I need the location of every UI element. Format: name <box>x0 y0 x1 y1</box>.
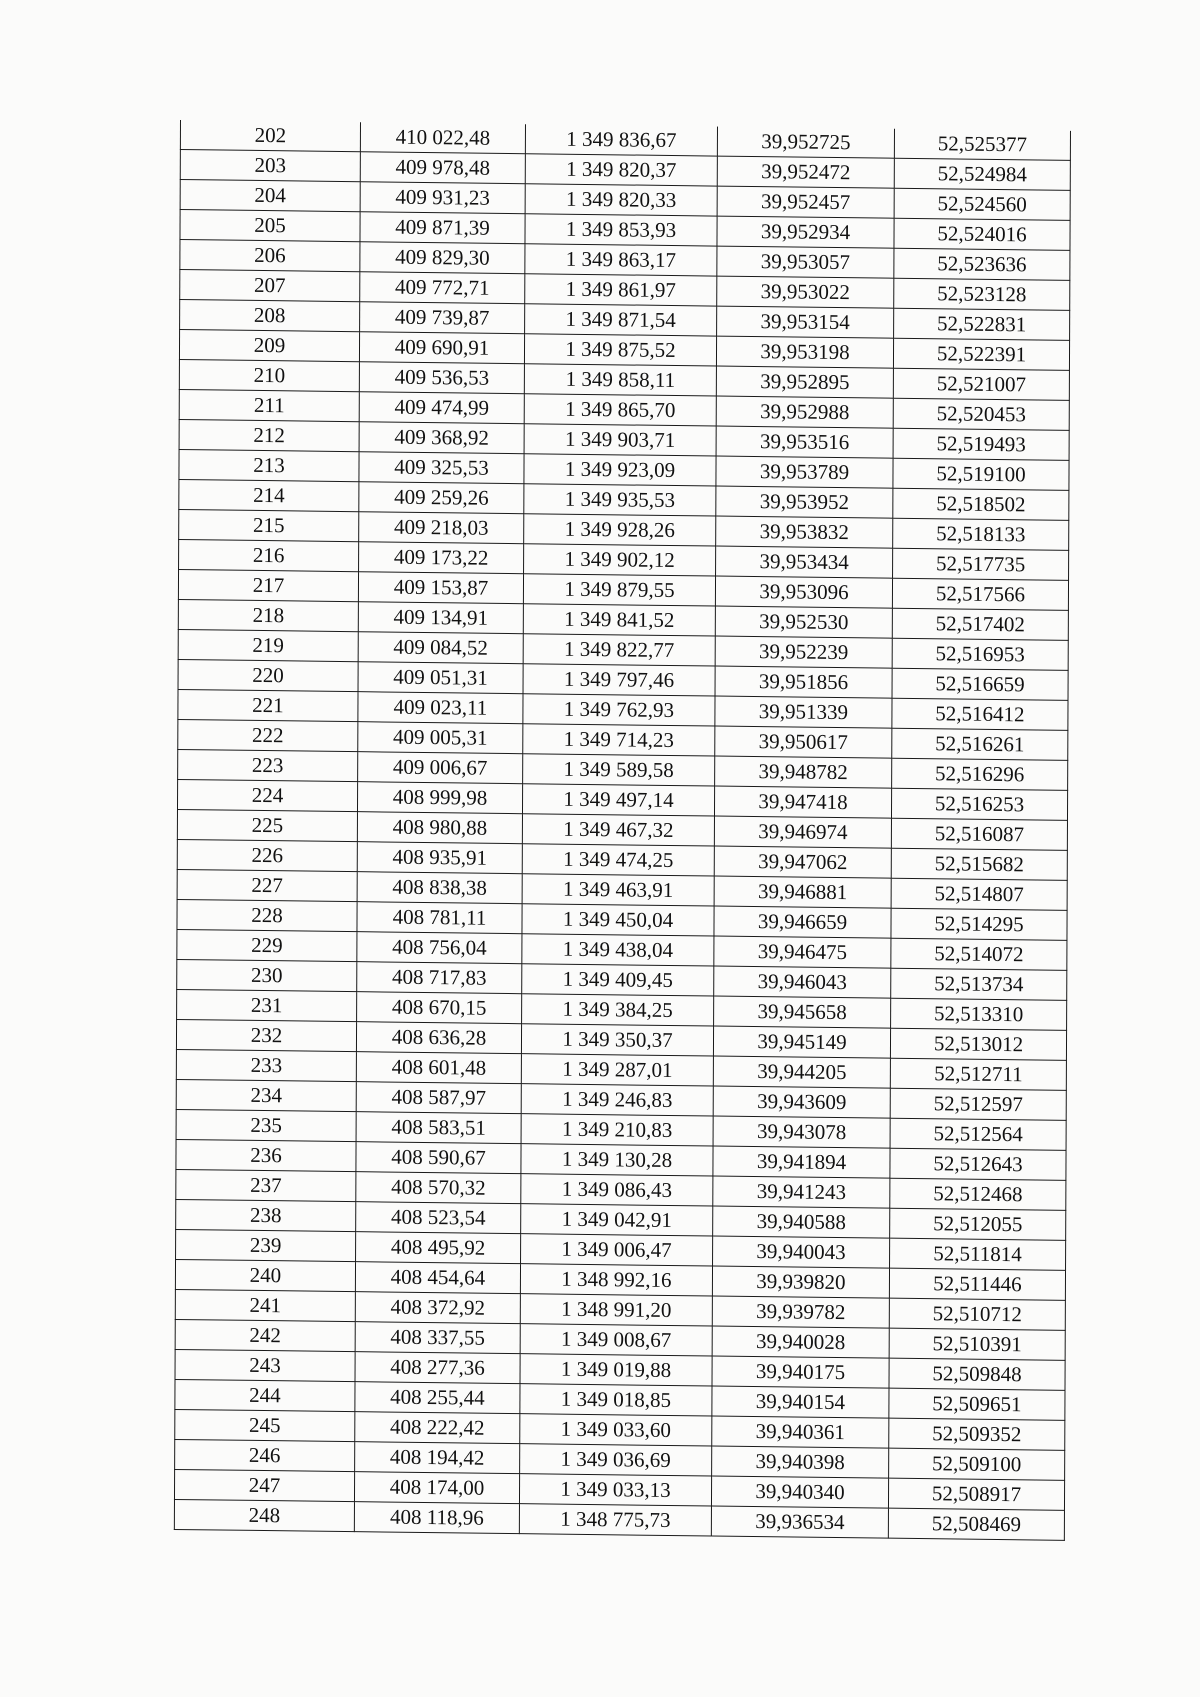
point-number-cell: 227 <box>177 870 357 902</box>
x-coordinate-cell: 408 523,54 <box>356 1202 521 1234</box>
latitude-cell: 39,952725 <box>717 127 894 159</box>
x-coordinate-cell: 409 134,91 <box>358 602 523 634</box>
point-number-cell: 219 <box>178 630 358 662</box>
x-coordinate-cell: 409 829,30 <box>360 242 525 274</box>
point-number-cell: 246 <box>175 1440 355 1472</box>
x-coordinate-cell: 409 690,91 <box>359 332 524 364</box>
latitude-cell: 39,953096 <box>715 576 892 608</box>
latitude-cell: 39,953434 <box>716 546 893 578</box>
y-coordinate-cell: 1 349 008,67 <box>520 1324 712 1356</box>
latitude-cell: 39,953057 <box>717 246 894 278</box>
latitude-cell: 39,936534 <box>711 1506 888 1538</box>
point-number-cell: 247 <box>174 1470 354 1502</box>
x-coordinate-cell: 409 259,26 <box>359 482 524 514</box>
point-number-cell: 202 <box>180 120 360 152</box>
y-coordinate-cell: 1 349 474,25 <box>522 844 714 876</box>
y-coordinate-cell: 1 349 861,97 <box>525 274 717 306</box>
longitude-cell: 52,519493 <box>893 429 1069 461</box>
point-number-cell: 204 <box>180 180 360 212</box>
x-coordinate-cell: 408 277,36 <box>355 1352 520 1384</box>
point-number-cell: 223 <box>178 750 358 782</box>
longitude-cell: 52,509352 <box>889 1419 1065 1451</box>
latitude-cell: 39,940154 <box>712 1386 889 1418</box>
longitude-cell: 52,516253 <box>891 789 1067 821</box>
longitude-cell: 52,510391 <box>889 1329 1065 1361</box>
longitude-cell: 52,516296 <box>892 759 1068 791</box>
latitude-cell: 39,951339 <box>715 696 892 728</box>
y-coordinate-cell: 1 349 210,83 <box>521 1114 713 1146</box>
x-coordinate-cell: 409 006,67 <box>358 752 523 784</box>
latitude-cell: 39,940588 <box>713 1206 890 1238</box>
longitude-cell: 52,516087 <box>891 819 1067 851</box>
latitude-cell: 39,950617 <box>715 726 892 758</box>
x-coordinate-cell: 409 474,99 <box>359 392 524 424</box>
y-coordinate-cell: 1 349 036,69 <box>520 1444 712 1476</box>
longitude-cell: 52,518502 <box>893 489 1069 521</box>
latitude-cell: 39,953516 <box>716 426 893 458</box>
y-coordinate-cell: 1 349 858,11 <box>524 364 716 396</box>
point-number-cell: 238 <box>176 1200 356 1232</box>
x-coordinate-cell: 409 978,48 <box>360 152 525 184</box>
point-number-cell: 231 <box>177 990 357 1022</box>
y-coordinate-cell: 1 349 019,88 <box>520 1354 712 1386</box>
latitude-cell: 39,945149 <box>713 1026 890 1058</box>
point-number-cell: 237 <box>176 1170 356 1202</box>
x-coordinate-cell: 409 772,71 <box>360 272 525 304</box>
point-number-cell: 242 <box>175 1320 355 1352</box>
y-coordinate-cell: 1 348 775,73 <box>519 1504 711 1536</box>
latitude-cell: 39,939820 <box>712 1266 889 1298</box>
point-number-cell: 240 <box>175 1260 355 1292</box>
y-coordinate-cell: 1 349 042,91 <box>521 1204 713 1236</box>
longitude-cell: 52,522391 <box>893 339 1069 371</box>
x-coordinate-cell: 409 005,31 <box>358 722 523 754</box>
x-coordinate-cell: 408 590,67 <box>356 1142 521 1174</box>
x-coordinate-cell: 409 153,87 <box>358 572 523 604</box>
longitude-cell: 52,514072 <box>891 939 1067 971</box>
latitude-cell: 39,946659 <box>714 906 891 938</box>
point-number-cell: 233 <box>176 1050 356 1082</box>
y-coordinate-cell: 1 349 438,04 <box>522 934 714 966</box>
y-coordinate-cell: 1 349 006,47 <box>521 1234 713 1266</box>
y-coordinate-cell: 1 349 903,71 <box>524 424 716 456</box>
latitude-cell: 39,952934 <box>717 216 894 248</box>
longitude-cell: 52,509651 <box>889 1389 1065 1421</box>
longitude-cell: 52,524560 <box>894 189 1070 221</box>
x-coordinate-cell: 409 084,52 <box>358 632 523 664</box>
longitude-cell: 52,523636 <box>894 249 1070 281</box>
longitude-cell: 52,514295 <box>891 909 1067 941</box>
longitude-cell: 52,508917 <box>888 1479 1064 1511</box>
point-number-cell: 222 <box>178 720 358 752</box>
x-coordinate-cell: 408 636,28 <box>356 1022 521 1054</box>
x-coordinate-cell: 409 536,53 <box>359 362 524 394</box>
x-coordinate-cell: 409 023,11 <box>358 692 523 724</box>
latitude-cell: 39,952457 <box>717 186 894 218</box>
latitude-cell: 39,946475 <box>714 936 891 968</box>
y-coordinate-cell: 1 349 384,25 <box>522 994 714 1026</box>
longitude-cell: 52,512468 <box>890 1179 1066 1211</box>
latitude-cell: 39,940175 <box>712 1356 889 1388</box>
latitude-cell: 39,944205 <box>713 1056 890 1088</box>
y-coordinate-cell: 1 349 836,67 <box>525 124 717 156</box>
y-coordinate-cell: 1 349 875,52 <box>524 334 716 366</box>
longitude-cell: 52,513012 <box>890 1029 1066 1061</box>
y-coordinate-cell: 1 348 992,16 <box>520 1264 712 1296</box>
y-coordinate-cell: 1 349 923,09 <box>524 454 716 486</box>
longitude-cell: 52,511814 <box>890 1239 1066 1271</box>
longitude-cell: 52,509848 <box>889 1359 1065 1391</box>
x-coordinate-cell: 408 717,83 <box>357 962 522 994</box>
point-number-cell: 221 <box>178 690 358 722</box>
latitude-cell: 39,952472 <box>717 156 894 188</box>
y-coordinate-cell: 1 349 350,37 <box>521 1024 713 1056</box>
y-coordinate-cell: 1 349 865,70 <box>524 394 716 426</box>
x-coordinate-cell: 409 051,31 <box>358 662 523 694</box>
latitude-cell: 39,945658 <box>714 996 891 1028</box>
longitude-cell: 52,513310 <box>891 999 1067 1031</box>
coordinates-table-body <box>174 120 1070 1541</box>
longitude-cell: 52,509100 <box>889 1449 1065 1481</box>
latitude-cell: 39,946881 <box>714 876 891 908</box>
latitude-cell: 39,953952 <box>716 486 893 518</box>
point-number-cell: 239 <box>176 1230 356 1262</box>
point-number-cell: 210 <box>179 360 359 392</box>
longitude-cell: 52,520453 <box>893 399 1069 431</box>
y-coordinate-cell: 1 349 820,33 <box>525 184 717 216</box>
y-coordinate-cell: 1 349 853,93 <box>525 214 717 246</box>
y-coordinate-cell: 1 349 822,77 <box>523 634 715 666</box>
latitude-cell: 39,952988 <box>716 396 893 428</box>
y-coordinate-cell: 1 349 033,60 <box>520 1414 712 1446</box>
latitude-cell: 39,947062 <box>714 846 891 878</box>
y-coordinate-cell: 1 349 409,45 <box>522 964 714 996</box>
y-coordinate-cell: 1 348 991,20 <box>520 1294 712 1326</box>
longitude-cell: 52,521007 <box>893 369 1069 401</box>
latitude-cell: 39,952530 <box>715 606 892 638</box>
point-number-cell: 208 <box>180 300 360 332</box>
point-number-cell: 232 <box>176 1020 356 1052</box>
latitude-cell: 39,941894 <box>713 1146 890 1178</box>
x-coordinate-cell: 408 372,92 <box>355 1292 520 1324</box>
x-coordinate-cell: 408 174,00 <box>354 1472 519 1504</box>
y-coordinate-cell: 1 349 902,12 <box>524 544 716 576</box>
x-coordinate-cell: 408 118,96 <box>354 1502 519 1534</box>
point-number-cell: 212 <box>179 420 359 452</box>
y-coordinate-cell: 1 349 086,43 <box>521 1174 713 1206</box>
y-coordinate-cell: 1 349 589,58 <box>523 754 715 786</box>
latitude-cell: 39,940043 <box>713 1236 890 1268</box>
longitude-cell: 52,516261 <box>892 729 1068 761</box>
point-number-cell: 234 <box>176 1080 356 1112</box>
latitude-cell: 39,939782 <box>712 1296 889 1328</box>
latitude-cell: 39,940361 <box>712 1416 889 1448</box>
point-number-cell: 229 <box>177 930 357 962</box>
longitude-cell: 52,516953 <box>892 639 1068 671</box>
x-coordinate-cell: 408 670,15 <box>357 992 522 1024</box>
longitude-cell: 52,512564 <box>890 1119 1066 1151</box>
point-number-cell: 213 <box>179 450 359 482</box>
longitude-cell: 52,510712 <box>889 1299 1065 1331</box>
point-number-cell: 224 <box>177 780 357 812</box>
longitude-cell: 52,511446 <box>889 1269 1065 1301</box>
y-coordinate-cell: 1 349 463,91 <box>522 874 714 906</box>
longitude-cell: 52,516659 <box>892 669 1068 701</box>
longitude-cell: 52,517566 <box>892 579 1068 611</box>
point-number-cell: 226 <box>177 840 357 872</box>
x-coordinate-cell: 408 570,32 <box>356 1172 521 1204</box>
latitude-cell: 39,953789 <box>716 456 893 488</box>
longitude-cell: 52,517735 <box>893 549 1069 581</box>
latitude-cell: 39,943609 <box>713 1086 890 1118</box>
point-number-cell: 209 <box>179 330 359 362</box>
y-coordinate-cell: 1 349 714,23 <box>523 724 715 756</box>
x-coordinate-cell: 409 325,53 <box>359 452 524 484</box>
longitude-cell: 52,512643 <box>890 1149 1066 1181</box>
longitude-cell: 52,514807 <box>891 879 1067 911</box>
x-coordinate-cell: 408 194,42 <box>355 1442 520 1474</box>
latitude-cell: 39,941243 <box>713 1176 890 1208</box>
longitude-cell: 52,518133 <box>893 519 1069 551</box>
x-coordinate-cell: 408 781,11 <box>357 902 522 934</box>
point-number-cell: 225 <box>177 810 357 842</box>
longitude-cell: 52,523128 <box>894 279 1070 311</box>
point-number-cell: 206 <box>180 240 360 272</box>
x-coordinate-cell: 408 587,97 <box>356 1082 521 1114</box>
x-coordinate-cell: 408 601,48 <box>356 1052 521 1084</box>
longitude-cell: 52,524016 <box>894 219 1070 251</box>
x-coordinate-cell: 409 368,92 <box>359 422 524 454</box>
latitude-cell: 39,943078 <box>713 1116 890 1148</box>
y-coordinate-cell: 1 349 450,04 <box>522 904 714 936</box>
latitude-cell: 39,953022 <box>717 276 894 308</box>
latitude-cell: 39,947418 <box>714 786 891 818</box>
longitude-cell: 52,522831 <box>894 309 1070 341</box>
x-coordinate-cell: 408 337,55 <box>355 1322 520 1354</box>
y-coordinate-cell: 1 349 246,83 <box>521 1084 713 1116</box>
latitude-cell: 39,946974 <box>714 816 891 848</box>
point-number-cell: 211 <box>179 390 359 422</box>
y-coordinate-cell: 1 349 033,13 <box>519 1474 711 1506</box>
latitude-cell: 39,940398 <box>712 1446 889 1478</box>
latitude-cell: 39,953832 <box>716 516 893 548</box>
latitude-cell: 39,952239 <box>715 636 892 668</box>
y-coordinate-cell: 1 349 130,28 <box>521 1144 713 1176</box>
point-number-cell: 218 <box>178 600 358 632</box>
x-coordinate-cell: 410 022,48 <box>360 122 525 154</box>
longitude-cell: 52,516412 <box>892 699 1068 731</box>
longitude-cell: 52,517402 <box>892 609 1068 641</box>
point-number-cell: 216 <box>179 540 359 572</box>
x-coordinate-cell: 408 222,42 <box>355 1412 520 1444</box>
point-number-cell: 230 <box>177 960 357 992</box>
point-number-cell: 215 <box>179 510 359 542</box>
latitude-cell: 39,940028 <box>712 1326 889 1358</box>
point-number-cell: 205 <box>180 210 360 242</box>
latitude-cell: 39,948782 <box>715 756 892 788</box>
x-coordinate-cell: 408 999,98 <box>357 782 522 814</box>
coordinates-table <box>174 120 1071 1541</box>
x-coordinate-cell: 408 583,51 <box>356 1112 521 1144</box>
x-coordinate-cell: 408 935,91 <box>357 842 522 874</box>
y-coordinate-cell: 1 349 287,01 <box>521 1054 713 1086</box>
x-coordinate-cell: 408 756,04 <box>357 932 522 964</box>
point-number-cell: 235 <box>176 1110 356 1142</box>
longitude-cell: 52,525377 <box>894 129 1070 161</box>
y-coordinate-cell: 1 349 018,85 <box>520 1384 712 1416</box>
point-number-cell: 245 <box>175 1410 355 1442</box>
point-number-cell: 228 <box>177 900 357 932</box>
longitude-cell: 52,512055 <box>890 1209 1066 1241</box>
latitude-cell: 39,953198 <box>716 336 893 368</box>
point-number-cell: 220 <box>178 660 358 692</box>
point-number-cell: 207 <box>180 270 360 302</box>
y-coordinate-cell: 1 349 871,54 <box>525 304 717 336</box>
y-coordinate-cell: 1 349 841,52 <box>523 604 715 636</box>
longitude-cell: 52,519100 <box>893 459 1069 491</box>
point-number-cell: 243 <box>175 1350 355 1382</box>
x-coordinate-cell: 408 838,38 <box>357 872 522 904</box>
point-number-cell: 244 <box>175 1380 355 1412</box>
point-number-cell: 203 <box>180 150 360 182</box>
longitude-cell: 52,512711 <box>890 1059 1066 1091</box>
y-coordinate-cell: 1 349 928,26 <box>524 514 716 546</box>
longitude-cell: 52,512597 <box>890 1089 1066 1121</box>
point-number-cell: 248 <box>174 1500 354 1532</box>
y-coordinate-cell: 1 349 762,93 <box>523 694 715 726</box>
x-coordinate-cell: 408 495,92 <box>356 1232 521 1264</box>
y-coordinate-cell: 1 349 820,37 <box>525 154 717 186</box>
latitude-cell: 39,953154 <box>717 306 894 338</box>
x-coordinate-cell: 409 173,22 <box>359 542 524 574</box>
point-number-cell: 241 <box>175 1290 355 1322</box>
point-number-cell: 236 <box>176 1140 356 1172</box>
latitude-cell: 39,946043 <box>714 966 891 998</box>
y-coordinate-cell: 1 349 935,53 <box>524 484 716 516</box>
longitude-cell: 52,524984 <box>894 159 1070 191</box>
x-coordinate-cell: 409 931,23 <box>360 182 525 214</box>
longitude-cell: 52,508469 <box>888 1509 1064 1541</box>
x-coordinate-cell: 408 454,64 <box>355 1262 520 1294</box>
y-coordinate-cell: 1 349 467,32 <box>522 814 714 846</box>
y-coordinate-cell: 1 349 863,17 <box>525 244 717 276</box>
x-coordinate-cell: 408 980,88 <box>357 812 522 844</box>
latitude-cell: 39,951856 <box>715 666 892 698</box>
longitude-cell: 52,513734 <box>891 969 1067 1001</box>
point-number-cell: 214 <box>179 480 359 512</box>
x-coordinate-cell: 409 871,39 <box>360 212 525 244</box>
y-coordinate-cell: 1 349 797,46 <box>523 664 715 696</box>
x-coordinate-cell: 408 255,44 <box>355 1382 520 1414</box>
x-coordinate-cell: 409 739,87 <box>360 302 525 334</box>
y-coordinate-cell: 1 349 879,55 <box>523 574 715 606</box>
latitude-cell: 39,940340 <box>711 1476 888 1508</box>
y-coordinate-cell: 1 349 497,14 <box>522 784 714 816</box>
longitude-cell: 52,515682 <box>891 849 1067 881</box>
latitude-cell: 39,952895 <box>716 366 893 398</box>
point-number-cell: 217 <box>178 570 358 602</box>
x-coordinate-cell: 409 218,03 <box>359 512 524 544</box>
